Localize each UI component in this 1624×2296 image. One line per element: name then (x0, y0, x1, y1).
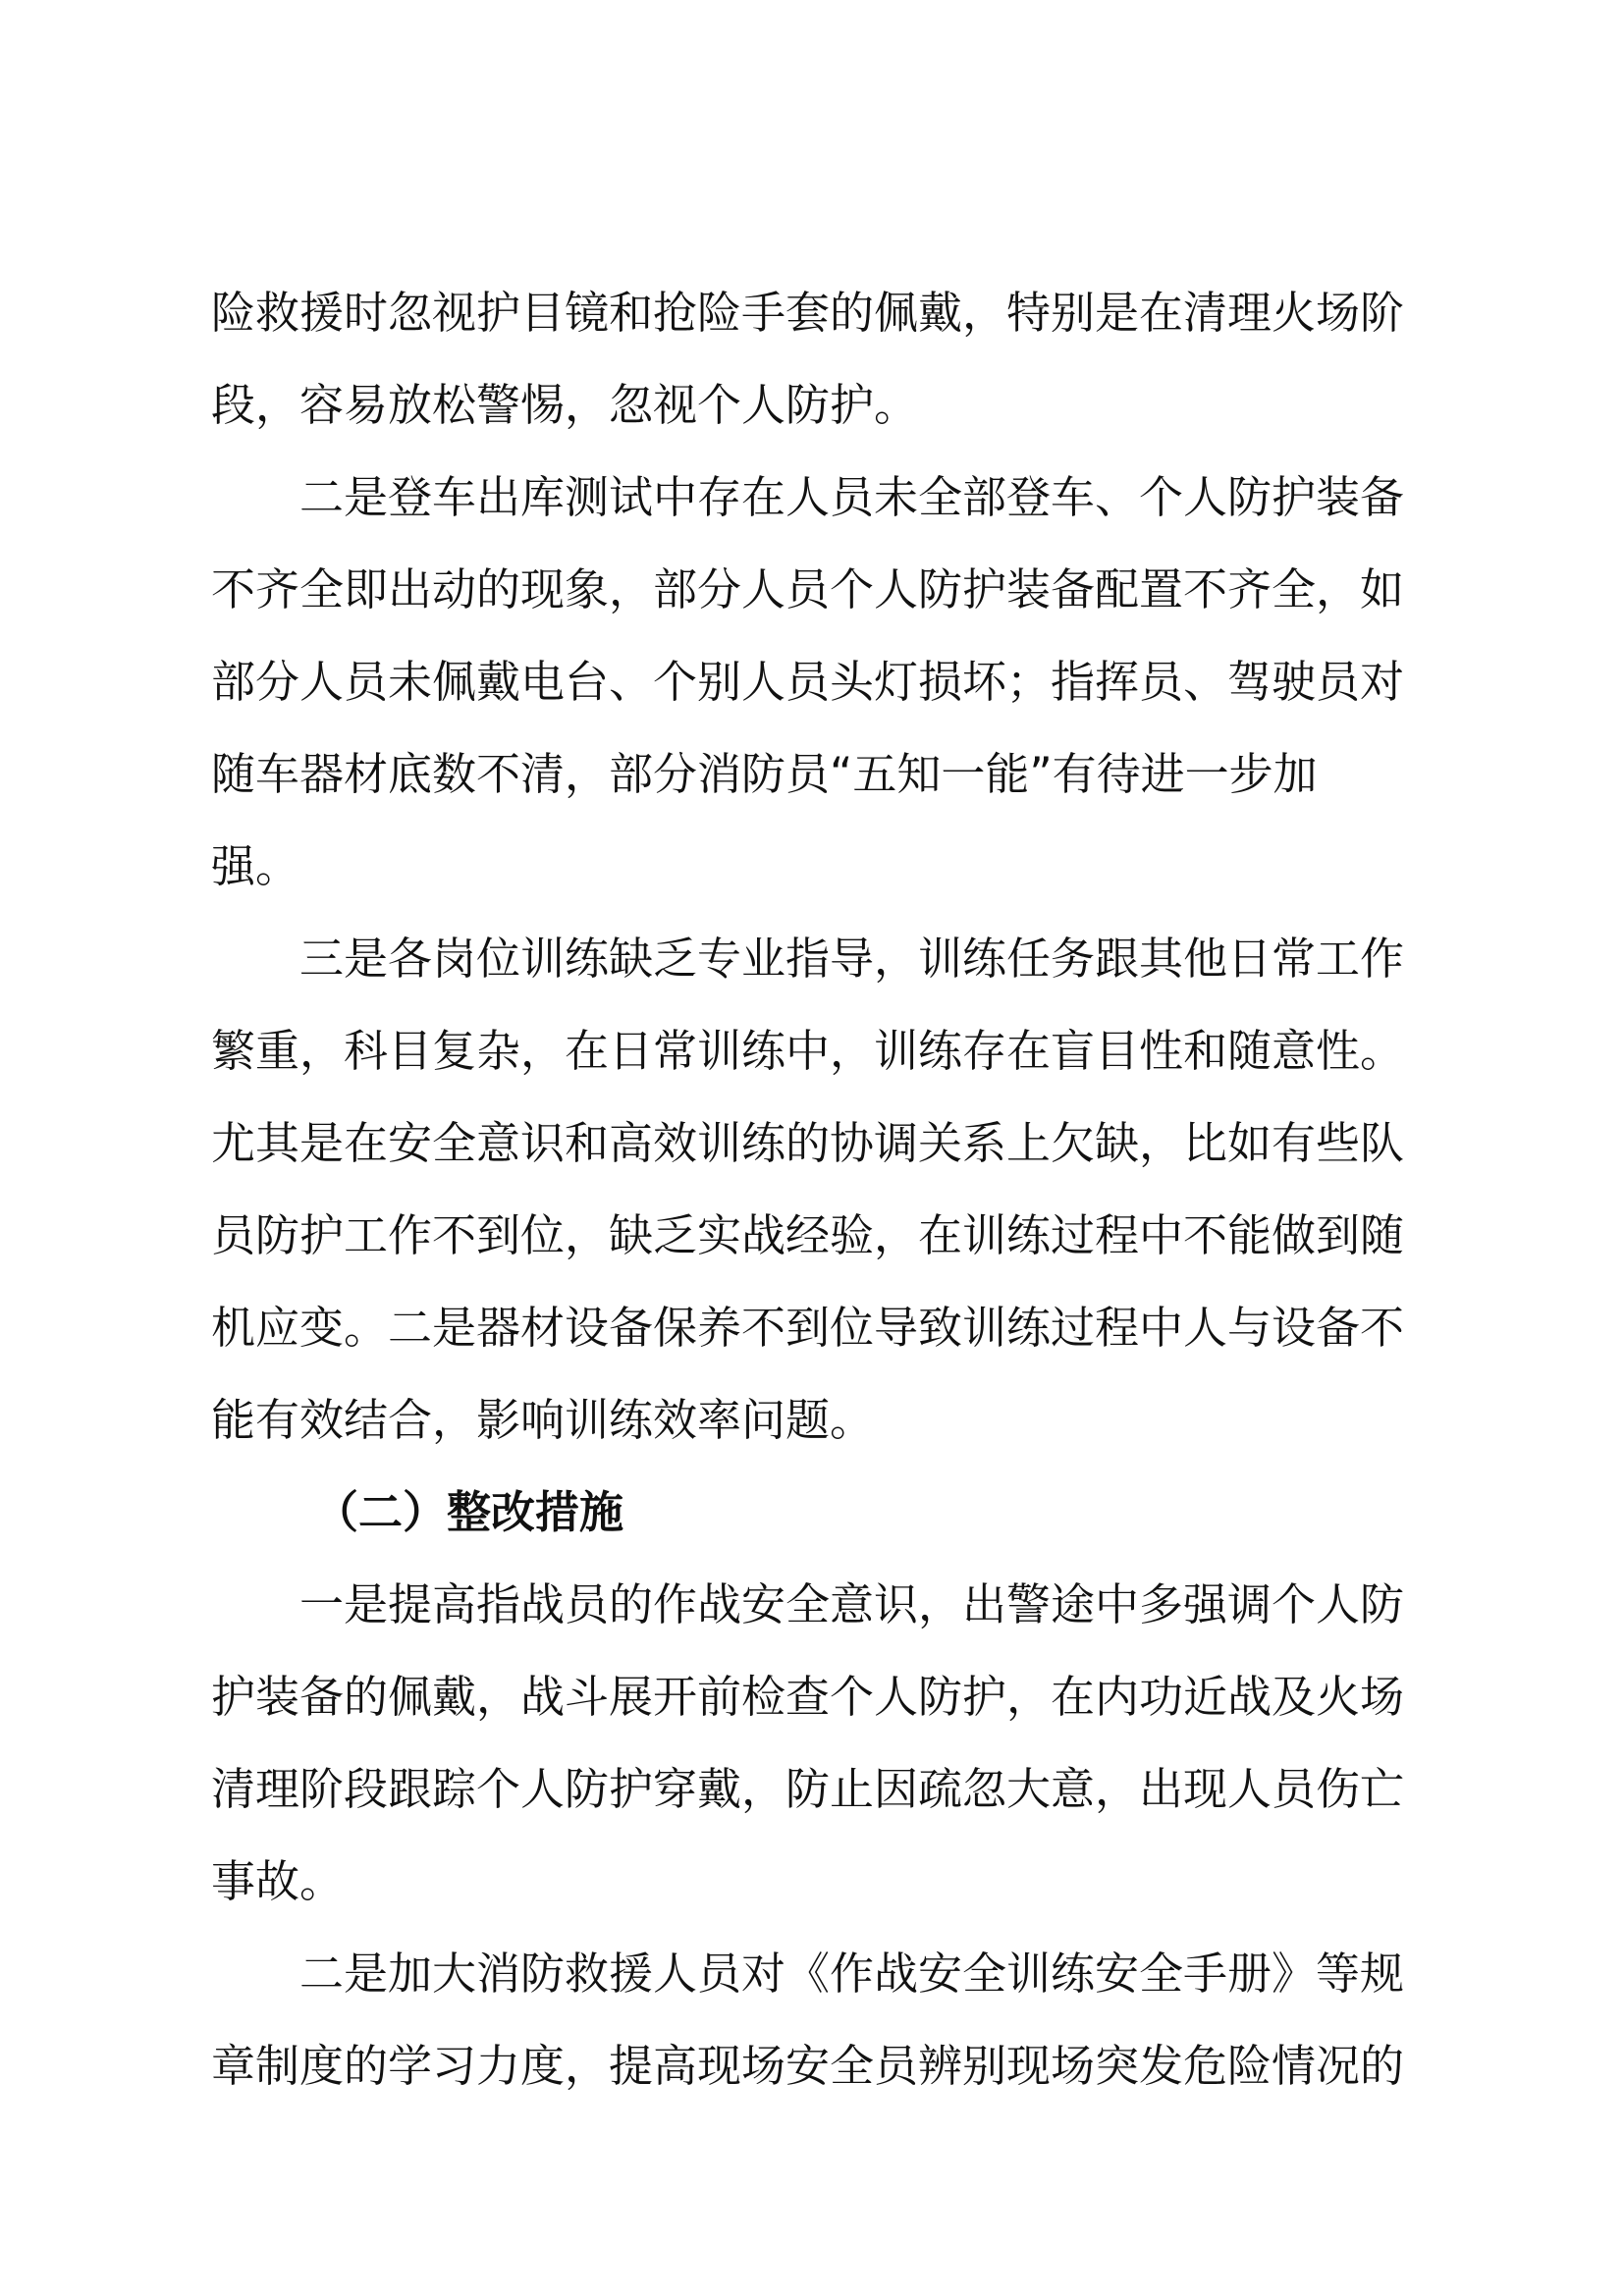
paragraph-start-line: 二是登车出库测试中存在人员未全部登车、个人防护装备 (299, 471, 1405, 523)
document-body (211, 267, 1438, 2112)
paragraph-start-line: 二是加大消防救援人员对《作战安全训练安全手册》等规 (299, 1948, 1405, 2000)
paragraph-start-line: 一是提高指战员的作战安全意识，出警途中多强调个人防 (299, 1578, 1405, 1630)
text-line: 繁重，科目复杂，在日常训练中，训练存在盲目性和随意性。 (211, 1025, 1405, 1077)
text-line: 强。 (211, 840, 300, 892)
text-line: 员防护工作不到位，缺乏实战经验，在训练过程中不能做到随 (211, 1209, 1405, 1261)
text-line: 能有效结合，影响训练效率问题。 (211, 1394, 875, 1446)
text-line: 部分人员未佩戴电台、个别人员头灯损坏；指挥员、驾驶员对 (211, 656, 1405, 708)
text-line: 随车器材底数不清，部分消防员“五知一能”有待进一步加 (211, 748, 1318, 800)
text-line: 险救援时忽视护目镜和抢险手套的佩戴，特别是在清理火场阶 (211, 287, 1405, 339)
text-line: 尤其是在安全意识和高效训练的协调关系上欠缺，比如有些队 (211, 1117, 1405, 1169)
text-line: 清理阶段跟踪个人防护穿戴，防止因疏忽大意，出现人员伤亡 (211, 1763, 1405, 1815)
text-line: 机应变。二是器材设备保养不到位导致训练过程中人与设备不 (211, 1302, 1405, 1354)
text-line: 护装备的佩戴，战斗展开前检查个人防护，在内功近战及火场 (211, 1671, 1405, 1723)
text-line: 章制度的学习力度，提高现场安全员辨别现场突发危险情况的 (211, 2040, 1405, 2092)
section-heading: （二）整改措施 (314, 1486, 624, 1538)
text-line: 不齐全即出动的现象，部分人员个人防护装备配置不齐全，如 (211, 563, 1405, 615)
text-line: 段，容易放松警惕，忽视个人防护。 (211, 379, 919, 431)
text-line: 事故。 (211, 1855, 345, 1907)
paragraph-start-line: 三是各岗位训练缺乏专业指导，训练任务跟其他日常工作 (299, 933, 1405, 985)
